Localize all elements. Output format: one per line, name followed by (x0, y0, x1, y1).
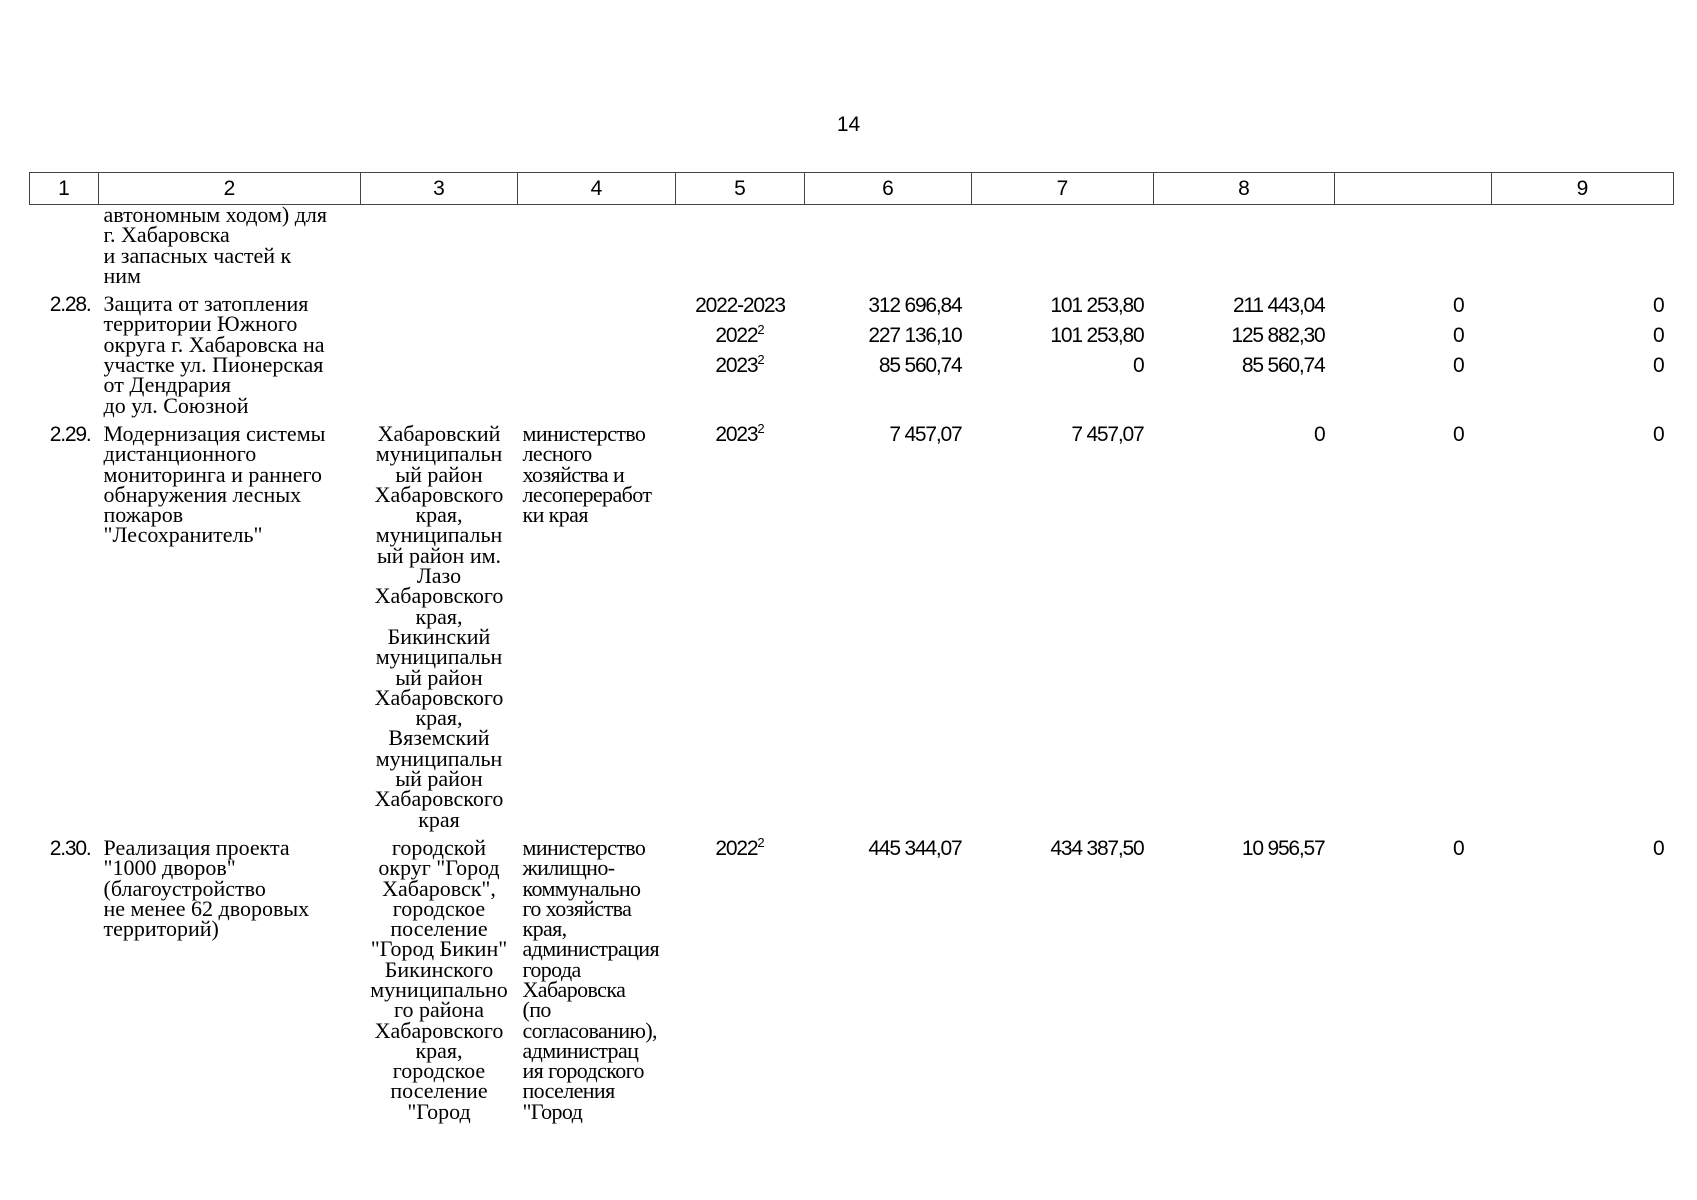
area-line: края (418, 806, 460, 832)
area-line: Вяземский (388, 725, 490, 751)
area-line: ый район (395, 461, 483, 487)
executor-line: города (522, 956, 581, 982)
column-numbers-row (30, 173, 1674, 205)
col9-cell (1492, 286, 1674, 416)
executor-cell (518, 416, 676, 830)
area-cell (361, 416, 518, 830)
area-line: поселение (390, 1078, 488, 1104)
executor-line: Хабаровска (522, 976, 626, 1002)
col7-cell: 7 457,07 (1071, 422, 1144, 446)
year-cell (676, 416, 805, 830)
cell-value: 312 696,84 (868, 294, 962, 318)
page-number: 14 (836, 113, 861, 136)
area-line: Хабаровск", (382, 875, 496, 901)
column-header-2: 2 (99, 173, 361, 205)
name-line: ним (103, 262, 141, 288)
executor-cell (518, 286, 676, 416)
executor-line: хозяйства и (522, 461, 625, 487)
column-header-4: 4 (518, 173, 676, 205)
executor-line: лесного (522, 441, 592, 467)
cell-value: 125 882,30 (1231, 324, 1325, 348)
table-row-2-30 (30, 830, 1674, 1122)
executor-line: согласованию), (522, 1017, 657, 1043)
col8-cell (1154, 286, 1335, 416)
area-line: Бикинский (387, 623, 491, 649)
col9-cell: 0 (1653, 422, 1664, 446)
column-header-5: 5 (676, 173, 805, 205)
column-header-9: 9 (1492, 173, 1674, 205)
name-line: округа г. Хабаровска на (103, 331, 325, 357)
total-cell (805, 286, 972, 416)
name-line: обнаружения лесных (103, 481, 302, 507)
cell-value: 0 (1653, 294, 1664, 318)
total-cell: 7 457,07 (889, 422, 962, 446)
area-line: муниципальн (375, 522, 503, 548)
year-cell (676, 830, 805, 1122)
cell-value: 0 (1133, 354, 1144, 378)
area-line: Хабаровского (374, 481, 504, 507)
area-line: поселение (390, 916, 488, 942)
row-number: 2.30. (49, 836, 91, 860)
area-line: ый район (395, 766, 483, 792)
name-line: Модернизация системы (103, 420, 326, 446)
name-line: г. Хабаровска (103, 222, 230, 248)
col-blank-cell: 0 (1453, 422, 1464, 446)
footnote-mark: 2 (757, 420, 765, 436)
col-blank-cell: 0 (1453, 836, 1464, 860)
area-line: муниципально (370, 976, 508, 1002)
area-line: Хабаровский (377, 420, 501, 446)
cell-value: 101 253,80 (1050, 294, 1144, 318)
executor-line: края, (522, 916, 567, 942)
cell-value: 0 (1453, 354, 1464, 378)
footnote-mark: 2 (757, 352, 765, 368)
area-line: ый район (395, 664, 483, 690)
name-line: пожаров (103, 502, 184, 528)
executor-line: ия городского (522, 1058, 644, 1084)
year-cell (676, 286, 805, 416)
executor-line: коммунально (522, 875, 641, 901)
area-line: Хабаровского (374, 583, 504, 609)
table-row-continuation (30, 205, 1674, 287)
table-row-2-28 (30, 286, 1674, 416)
executor-line: поселения (522, 1078, 615, 1104)
name-line: автономным ходом) для (103, 202, 328, 227)
table-row-2-29 (30, 416, 1674, 830)
area-line: городское (392, 1058, 486, 1084)
area-line: муниципальн (375, 745, 503, 771)
executor-cell (518, 830, 676, 1122)
executor-line: лесопереработ (522, 481, 652, 507)
footnote-mark: 2 (757, 834, 765, 850)
area-line: края, (415, 705, 463, 731)
area-line: городское (392, 895, 486, 921)
area-line: края, (415, 603, 463, 629)
row-name-cell (99, 830, 361, 1122)
cell-value: 227 136,10 (868, 324, 962, 348)
area-line: Хабаровского (374, 684, 504, 710)
program-table (29, 172, 1674, 1122)
cell-value: 211 443,04 (1232, 294, 1325, 318)
name-line: и запасных частей к (103, 242, 292, 268)
column-header-6: 6 (805, 173, 972, 205)
col8-cell: 10 956,57 (1241, 836, 1325, 860)
continued-name-cell (99, 202, 361, 288)
cell-value: 0 (1453, 294, 1464, 318)
area-line: "Город (407, 1098, 471, 1124)
col7-cell: 434 387,50 (1050, 836, 1144, 860)
area-line: округ "Город (378, 855, 500, 881)
area-line: городской (391, 834, 487, 860)
col8-cell: 0 (1314, 422, 1325, 446)
year-value: 2023$^2$ (715, 420, 765, 446)
year-value: 2023$^2$ (715, 352, 765, 378)
area-cell (361, 830, 518, 1122)
name-line: не менее 62 дворовых (103, 895, 310, 921)
area-line: края, (415, 502, 463, 528)
area-line: го района (393, 997, 485, 1023)
year-value: 2022$^2$ (715, 834, 765, 860)
name-line: мониторинга и раннего (103, 461, 322, 487)
column-header-8: 8 (1154, 173, 1335, 205)
executor-line: жилищно- (522, 855, 615, 881)
column-header-1: 1 (30, 173, 99, 205)
cell-value: 85 560,74 (878, 354, 962, 378)
cell-value: 0 (1453, 324, 1464, 348)
row-number: 2.29. (49, 422, 91, 446)
cell-value: 85 560,74 (1241, 354, 1325, 378)
executor-line: ки края (522, 502, 588, 528)
executor-line: министерство (522, 420, 646, 446)
executor-line: министерство (522, 834, 646, 860)
name-line: от Дендрария (103, 372, 231, 398)
col9-cell: 0 (1653, 836, 1664, 860)
executor-line: администрац (522, 1037, 639, 1063)
row-name-cell (99, 416, 361, 830)
col-blank-cell (1335, 286, 1492, 416)
year-value: 2022-2023 (695, 294, 785, 318)
row-name-cell (99, 286, 361, 416)
cell-value: 0 (1653, 354, 1664, 378)
name-line: дистанционного (103, 441, 257, 467)
area-line: муниципальн (375, 441, 503, 467)
name-line: "1000 дворов" (103, 855, 236, 881)
col7-cell (972, 286, 1154, 416)
area-line: Бикинского (384, 956, 494, 982)
area-line: Лазо (416, 563, 462, 589)
executor-line: администрация (522, 936, 659, 962)
name-line: Реализация проекта (103, 834, 290, 860)
area-line: края, (415, 1037, 463, 1063)
name-line: до ул. Союзной (103, 392, 249, 418)
executor-line: (по (522, 997, 551, 1023)
total-cell: 445 344,07 (868, 836, 962, 860)
column-header-3: 3 (361, 173, 518, 205)
area-line: муниципальн (375, 644, 503, 670)
executor-line: го хозяйства (522, 895, 632, 921)
column-header-blank (1335, 173, 1492, 205)
area-cell (361, 286, 518, 416)
area-line: Хабаровского (374, 1017, 504, 1043)
name-line: "Лесохранитель" (103, 522, 263, 548)
row-number: 2.28. (49, 293, 91, 317)
name-line: Защита от затопления (103, 291, 309, 317)
name-line: (благоустройство (103, 875, 266, 901)
column-header-7: 7 (972, 173, 1154, 205)
name-line: территорий) (103, 916, 219, 942)
footnote-mark: 2 (757, 322, 765, 338)
area-line: "Город Бикин" (370, 936, 508, 962)
area-line: Хабаровского (374, 786, 504, 812)
name-line: участке ул. Пионерская (103, 352, 324, 378)
name-line: территории Южного (103, 311, 298, 337)
cell-value: 101 253,80 (1050, 324, 1144, 348)
executor-line: "Город (522, 1098, 583, 1124)
area-line: ый район им. (376, 542, 502, 568)
year-value: 2022$^2$ (715, 322, 765, 348)
cell-value: 0 (1653, 324, 1664, 348)
